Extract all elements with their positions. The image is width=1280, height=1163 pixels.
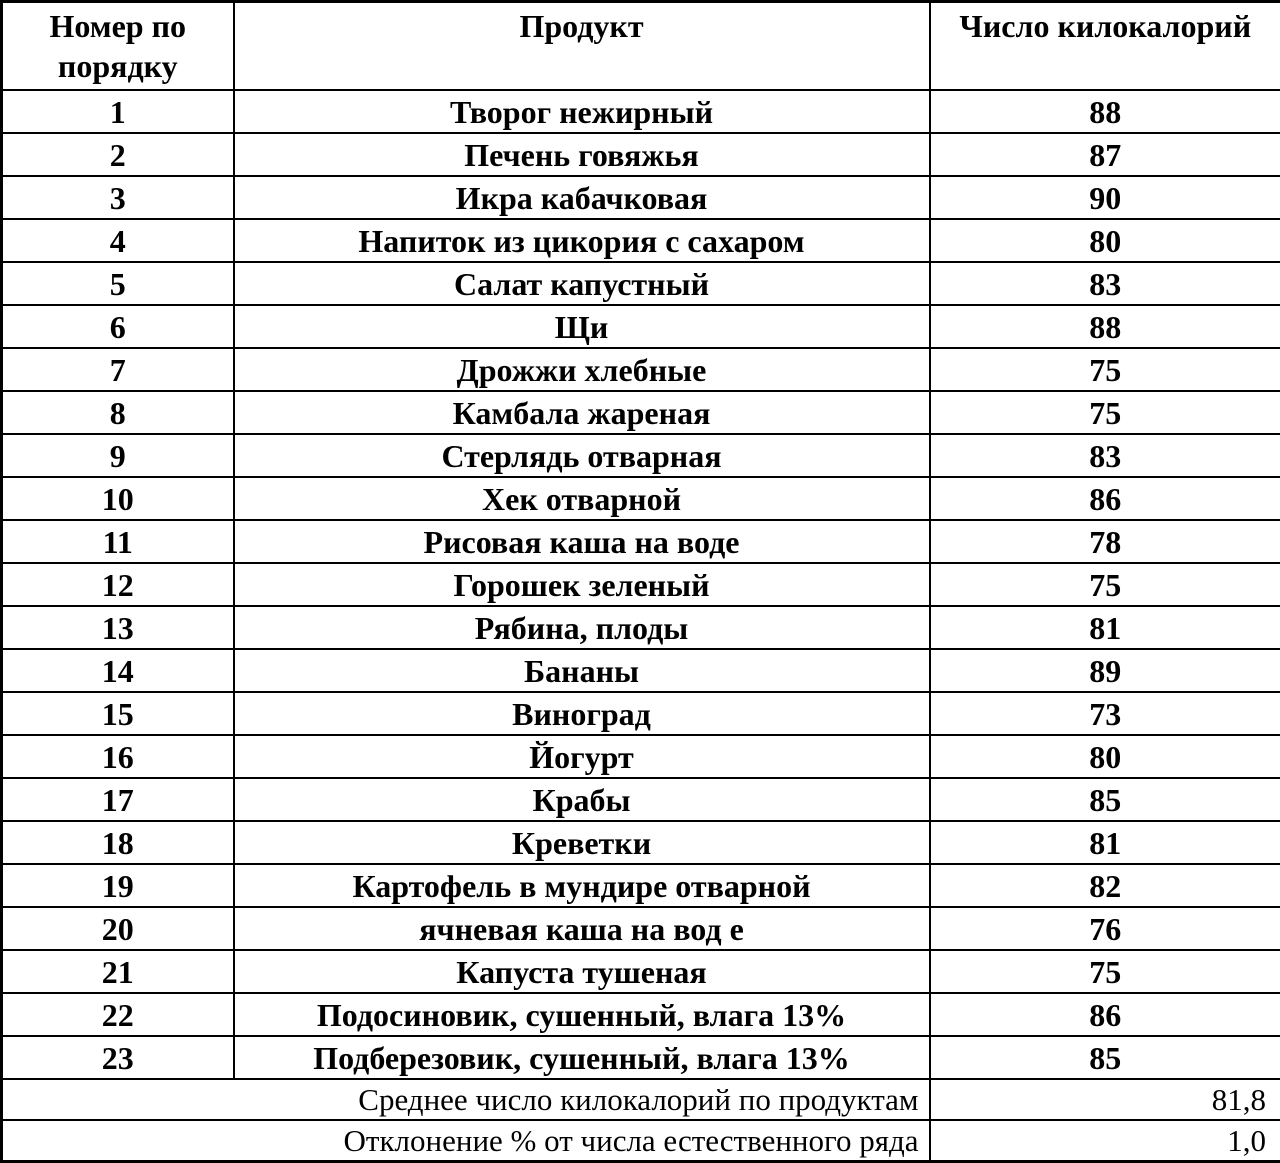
kcal-cell: 80 [930,219,1280,262]
header-product: Продукт [234,2,930,91]
row-number-cell: 22 [2,993,234,1036]
row-number-cell: 9 [2,434,234,477]
row-number-cell: 23 [2,1036,234,1079]
kcal-cell: 73 [930,692,1280,735]
table-row [2,262,1280,305]
row-number-cell: 8 [2,391,234,434]
kcal-cell: 81 [930,606,1280,649]
header-number: Номер по порядку [2,2,234,91]
kcal-cell: 85 [930,1036,1280,1079]
row-number-cell: 10 [2,477,234,520]
table-summary [2,1079,1280,1162]
kcal-cell: 87 [930,133,1280,176]
table-row [2,434,1280,477]
product-cell: Дрожжи хлебные [234,348,930,391]
table-row [2,821,1280,864]
table-row [2,692,1280,735]
product-cell: Йогурт [234,735,930,778]
header-row [2,2,1280,91]
product-cell: Щи [234,305,930,348]
kcal-cell: 88 [930,305,1280,348]
kcal-cell: 78 [930,520,1280,563]
row-number-cell: 11 [2,520,234,563]
table-row [2,864,1280,907]
row-number-cell: 1 [2,90,234,133]
table-row [2,348,1280,391]
kcal-cell: 75 [930,563,1280,606]
product-cell: Горошек зеленый [234,563,930,606]
table-row [2,735,1280,778]
table-row [2,606,1280,649]
product-cell: Рябина, плоды [234,606,930,649]
table-row [2,305,1280,348]
row-number-cell: 13 [2,606,234,649]
table-row [2,907,1280,950]
product-cell: Креветки [234,821,930,864]
product-cell: Стерлядь отварная [234,434,930,477]
kcal-cell: 86 [930,477,1280,520]
kcal-cell: 90 [930,176,1280,219]
table-row [2,219,1280,262]
product-cell: Картофель в мундире отварной [234,864,930,907]
header-kilocalories: Число килокалорий [930,2,1280,91]
row-number-cell: 3 [2,176,234,219]
product-cell: Салат капустный [234,262,930,305]
kcal-cell: 88 [930,90,1280,133]
table-row [2,950,1280,993]
row-number-cell: 17 [2,778,234,821]
table-row [2,176,1280,219]
table-row [2,993,1280,1036]
row-number-cell: 21 [2,950,234,993]
row-number-cell: 16 [2,735,234,778]
table-header [2,2,1280,91]
kcal-cell: 81 [930,821,1280,864]
table-row [2,778,1280,821]
row-number-cell: 4 [2,219,234,262]
table-row [2,90,1280,133]
table-row [2,477,1280,520]
row-number-cell: 7 [2,348,234,391]
product-cell: Хек отварной [234,477,930,520]
kcal-cell: 89 [930,649,1280,692]
kcal-cell: 75 [930,950,1280,993]
row-number-cell: 5 [2,262,234,305]
product-cell: Икра кабачковая [234,176,930,219]
product-cell: Виноград [234,692,930,735]
kcal-cell: 85 [930,778,1280,821]
kcal-cell: 83 [930,434,1280,477]
table-body [2,90,1280,1079]
row-number-cell: 14 [2,649,234,692]
summary-value-cell: 81,8 [930,1079,1280,1120]
row-number-cell: 15 [2,692,234,735]
summary-label-cell: Среднее число килокалорий по продуктам [2,1079,930,1120]
table-row [2,391,1280,434]
product-cell: Творог нежирный [234,90,930,133]
product-cell: Капуста тушеная [234,950,930,993]
kcal-cell: 86 [930,993,1280,1036]
row-number-cell: 20 [2,907,234,950]
row-number-cell: 19 [2,864,234,907]
kcal-cell: 82 [930,864,1280,907]
summary-row [2,1120,1280,1162]
kcal-cell: 83 [930,262,1280,305]
row-number-cell: 18 [2,821,234,864]
product-cell: Рисовая каша на воде [234,520,930,563]
summary-value-cell: 1,0 [930,1120,1280,1162]
kcal-cell: 75 [930,391,1280,434]
row-number-cell: 6 [2,305,234,348]
product-cell: ячневая каша на вод е [234,907,930,950]
product-cell: Бананы [234,649,930,692]
product-cell: Крабы [234,778,930,821]
table-row [2,133,1280,176]
row-number-cell: 12 [2,563,234,606]
table-row [2,649,1280,692]
summary-row [2,1079,1280,1120]
summary-label-cell: Отклонение % от числа естественного ряда [2,1120,930,1162]
table-row [2,520,1280,563]
table-row [2,563,1280,606]
row-number-cell: 2 [2,133,234,176]
product-cell: Подосиновик, сушенный, влага 13% [234,993,930,1036]
kcal-cell: 76 [930,907,1280,950]
kcal-cell: 80 [930,735,1280,778]
product-cell: Подберезовик, сушенный, влага 13% [234,1036,930,1079]
table-row [2,1036,1280,1079]
product-cell: Печень говяжья [234,133,930,176]
kcal-cell: 75 [930,348,1280,391]
product-cell: Напиток из цикория с сахаром [234,219,930,262]
product-cell: Камбала жареная [234,391,930,434]
